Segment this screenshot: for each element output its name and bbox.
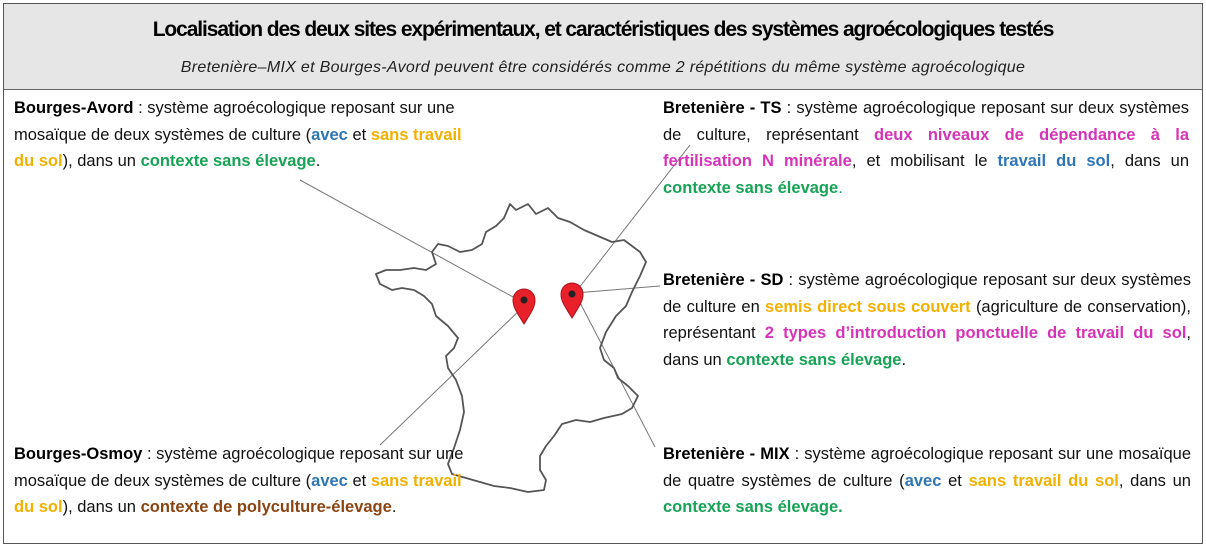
site-name: Bourges-Avord [14,99,134,117]
text: , et mobilisant le [851,152,998,170]
text: ), dans un [62,498,141,516]
site-name: Bretenière - SD [663,271,784,289]
site-name: Bourges-Osmoy [14,445,143,463]
figure-subtitle: Bretenière–MIX et Bourges-Avord peuvent être considérés comme 2 répétitions du même système agroécologique [180,59,1026,76]
highlight-polyculture: contexte de polyculture-élevage [140,498,392,516]
bourges-avord-description [14,95,486,175]
text: et [941,471,969,490]
highlight-tillage: travail du sol [997,152,1111,170]
bourges-pin-icon [513,289,535,324]
text: : système agroécologique reposant sur deux systèmes de culture, représentant [663,99,1189,144]
text: . [838,178,843,197]
text: (agriculture de conservation), représentant [663,297,1191,342]
text: : système agroécologique reposant sur une mosaïque de deux systèmes de culture ( [14,99,455,144]
highlight-direct-seeding: semis direct sous couvert [765,297,971,316]
text: , dans un [1110,152,1190,170]
figure-title: Localisation des deux sites expérimentaux, et caractéristiques des systèmes agroécologiques testés [152,18,1054,41]
highlight-no-livestock: contexte sans élevage. [663,498,843,516]
breteniere-mix-description [663,441,1191,521]
text: . [391,498,397,516]
text: , dans un [663,324,1191,369]
text: ), dans un [62,152,141,170]
text: : système agroécologique reposant sur deux systèmes de culture en [663,271,1191,316]
highlight-no-till: sans travail du sol [968,471,1119,490]
breteniere-ts-description [663,95,1189,201]
highlight-no-livestock: contexte sans élevage [726,350,902,369]
highlight-tillage: avec [311,471,348,490]
highlight-no-till: sans travail du sol [14,471,462,516]
breteniere-pin-icon [561,283,583,318]
text: : système agroécologique reposant sur une mosaïque de deux systèmes de culture ( [14,445,464,490]
site-name: Bretenière - MIX [663,445,790,463]
highlight-no-livestock: contexte sans élevage [140,152,316,170]
leader-lines [300,145,690,447]
highlight-tillage-introduction: 2 types d’introduction ponctuelle de travail du sol [764,324,1187,342]
highlight-no-till: sans travail du sol [14,125,462,170]
text: : système agroécologique reposant sur une mosaïque de quatre systèmes de culture ( [663,445,1191,490]
leader-line-bourges-avord [300,180,524,303]
highlight-tillage: avec [904,471,942,490]
text: et [347,125,371,144]
highlight-tillage: avec [311,125,348,144]
leader-line-breteniere-sd [575,286,660,293]
highlight-no-livestock: contexte sans élevage [663,178,839,197]
text: . [315,152,321,170]
text: . [901,350,907,369]
text: , dans un [1118,471,1191,490]
breteniere-sd-description [663,267,1191,373]
bourges-osmoy-description [14,441,482,521]
site-name: Bretenière - TS [663,99,782,117]
highlight-fertilisation: deux niveaux de dépendance à la fertilisation N minérale [663,125,1189,170]
text: et [347,471,371,490]
